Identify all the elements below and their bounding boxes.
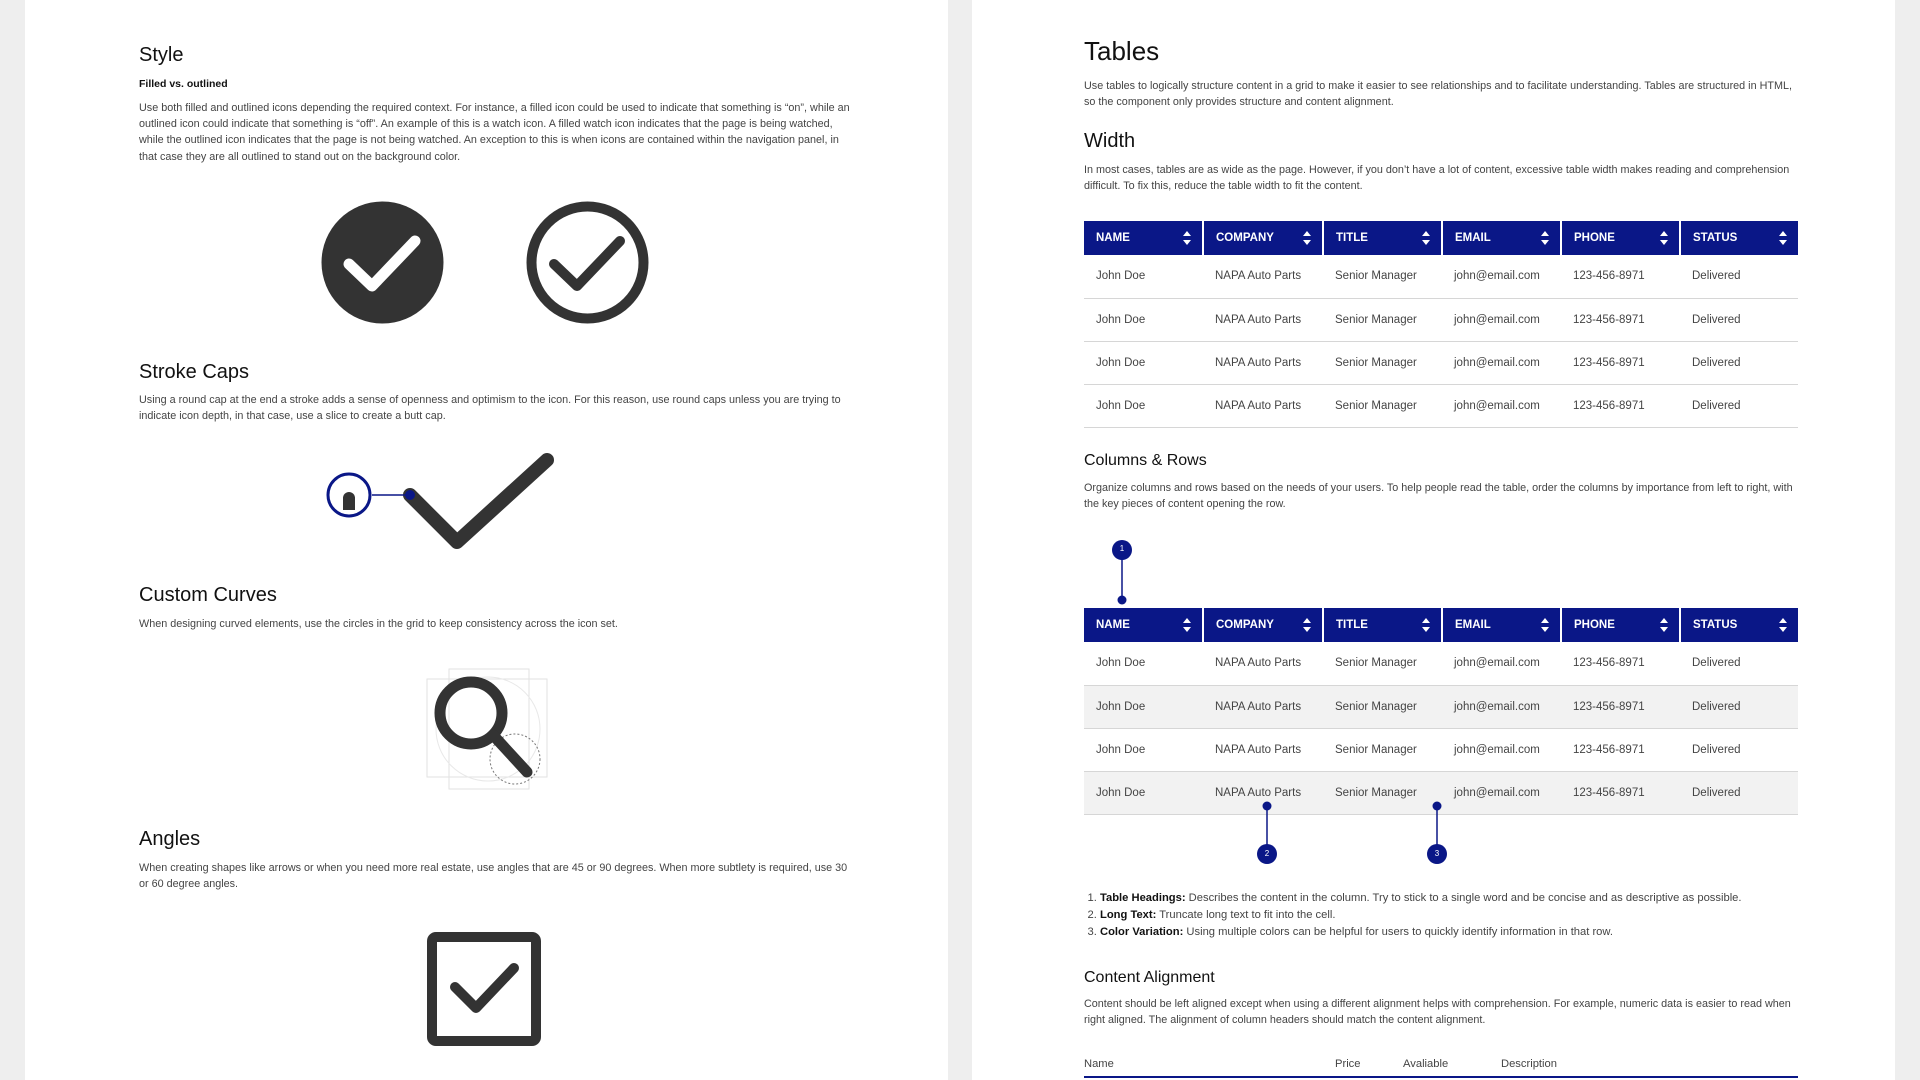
table-cell: Delivered (1680, 384, 1798, 427)
table-cell: John Doe (1084, 384, 1203, 427)
stroke-caps-body: Using a round cap at the end a stroke adds a sense of openness and optimism to the icon. For this reason, use round caps unless you are trying to indicate icon depth, in that case, use a slice to create a butt cap. (139, 394, 841, 423)
table-row (1084, 642, 1798, 685)
style-subheading: Filled vs. outlined (139, 78, 228, 90)
column-header-phone[interactable]: PHONE (1561, 221, 1680, 255)
check-circle-outlined-icon (525, 200, 650, 325)
table-cell: Senior Manager (1323, 728, 1442, 771)
column-header-name[interactable]: NAME (1084, 608, 1203, 642)
table-cell: NAPA Auto Parts (1203, 255, 1323, 298)
sort-icon[interactable] (1182, 617, 1192, 633)
table-cell: 123-456-8971 (1561, 685, 1680, 728)
table-header-row (1084, 221, 1798, 255)
table-cell: NAPA Auto Parts (1203, 642, 1323, 685)
search-icon (423, 665, 553, 795)
column-header-company[interactable]: COMPANY (1203, 608, 1323, 642)
table-cell: John Doe (1084, 642, 1203, 685)
marker-2-label: 2 (1264, 849, 1270, 858)
check-square-icon (427, 932, 541, 1046)
tables-heading: Tables (1084, 36, 1160, 66)
table-cell: john@email.com (1442, 341, 1561, 384)
sort-icon[interactable] (1778, 230, 1788, 246)
table-cell: 123-456-8971 (1561, 255, 1680, 298)
column-header-status[interactable]: STATUS (1680, 221, 1798, 255)
table-cell: Delivered (1680, 642, 1798, 685)
sort-icon[interactable] (1540, 617, 1550, 633)
table-cell: Delivered (1680, 728, 1798, 771)
table-cell: john@email.com (1442, 298, 1561, 341)
table-cell: Senior Manager (1323, 685, 1442, 728)
table-cell: john@email.com (1442, 771, 1561, 814)
alignment-divider (1084, 1076, 1798, 1078)
table-cell: Senior Manager (1323, 384, 1442, 427)
sort-icon[interactable] (1302, 617, 1312, 633)
left-page (25, 0, 948, 1080)
note-item: 1. Table Headings: Describes the content in the column. Try to stick to a single word and be concise and as descriptive as possible. (1100, 890, 1824, 907)
width-body: In most cases, tables are as wide as the page. However, if you don’t have a lot of content, excessive table width makes reading and comprehension difficult. To fix this, reduce the table width to fit the content. (1084, 164, 1790, 193)
width-example-table (1084, 221, 1798, 428)
columns-rows-example-table (1084, 608, 1798, 815)
columns-rows-heading: Columns & Rows (1084, 452, 1207, 469)
table-cell: John Doe (1084, 771, 1203, 814)
table-cell: Delivered (1680, 341, 1798, 384)
table-row (1084, 341, 1798, 384)
marker-3-label: 3 (1434, 849, 1440, 858)
table-row (1084, 298, 1798, 341)
numbered-notes (1084, 890, 1824, 941)
table-cell: 123-456-8971 (1561, 728, 1680, 771)
note-item: 2. Long Text: Truncate long text to fit into the cell. (1100, 907, 1824, 924)
table-cell: Senior Manager (1323, 642, 1442, 685)
table-cell: john@email.com (1442, 728, 1561, 771)
right-page (972, 0, 1895, 1080)
column-header-name[interactable]: NAME (1084, 221, 1203, 255)
sort-icon[interactable] (1778, 617, 1788, 633)
table-cell: John Doe (1084, 341, 1203, 384)
check-circle-filled-icon (320, 200, 445, 325)
sort-icon[interactable] (1540, 230, 1550, 246)
columns-rows-body: Organize columns and rows based on the needs of your users. To help people read the table, order the columns by importance from left to right, with the key pieces of content opening the row. (1084, 482, 1793, 511)
table-cell: john@email.com (1442, 255, 1561, 298)
table-cell: Delivered (1680, 685, 1798, 728)
alignment-header-available: Avaliable (1403, 1058, 1449, 1070)
style-heading: Style (139, 44, 184, 66)
angles-body: When creating shapes like arrows or when you need more real estate, use angles that are 45 or 90 degrees. When more subtlety is required, use 30 or 60 degree angles. (139, 862, 848, 891)
alignment-header-name: Name (1084, 1058, 1114, 1070)
sort-icon[interactable] (1182, 230, 1192, 246)
table-cell: NAPA Auto Parts (1203, 685, 1323, 728)
content-alignment-body: Content should be left aligned except when using a different alignment helps with comprehension. For example, numeric data is easier to read when right aligned. The alignment of column headers should match the content alignment. (1084, 998, 1791, 1027)
marker-1-label: 1 (1119, 544, 1125, 553)
sort-icon[interactable] (1421, 617, 1431, 633)
width-heading: Width (1084, 130, 1136, 152)
table-cell: Delivered (1680, 255, 1798, 298)
table-cell: John Doe (1084, 685, 1203, 728)
table-cell: John Doe (1084, 255, 1203, 298)
table-row (1084, 255, 1798, 298)
note-item: 3. Color Variation: Using multiple colors can be helpful for users to quickly identify information in that row. (1100, 924, 1824, 941)
table-cell: 123-456-8971 (1561, 642, 1680, 685)
table-cell: Senior Manager (1323, 341, 1442, 384)
table-row (1084, 728, 1798, 771)
table-cell: Senior Manager (1323, 298, 1442, 341)
content-alignment-heading: Content Alignment (1084, 969, 1215, 986)
table-row (1084, 685, 1798, 728)
column-header-email[interactable]: EMAIL (1442, 221, 1561, 255)
sort-icon[interactable] (1659, 230, 1669, 246)
stroke-caps-heading: Stroke Caps (139, 361, 250, 383)
table-cell: 123-456-8971 (1561, 298, 1680, 341)
table-cell: john@email.com (1442, 384, 1561, 427)
table-header-row (1084, 608, 1798, 642)
style-body: Use both filled and outlined icons depending the required context. For instance, a filled icon could be used to indicate that something is “on”, while an outlined icon could indicate that something is “off”. An example of this is a watch icon. A filled watch icon indicates that the page is being watched, while the outlined icon indicates that the page is not being watched. An exception to this is when icons are contained within the navigation panel, in that case they are all outlined to stand out on the background color. (139, 102, 850, 163)
tables-body: Use tables to logically structure content in a grid to make it easier to see relationships and to facilitate understanding. Tables are structured in HTML, so the component only provides structure and content alignment. (1084, 80, 1792, 109)
table-cell: NAPA Auto Parts (1203, 341, 1323, 384)
alignment-header-price: Price (1335, 1058, 1361, 1070)
table-cell: 123-456-8971 (1561, 341, 1680, 384)
table-cell: 123-456-8971 (1561, 771, 1680, 814)
column-header-status[interactable]: STATUS (1680, 608, 1798, 642)
table-cell: NAPA Auto Parts (1203, 728, 1323, 771)
sort-icon[interactable] (1302, 230, 1312, 246)
sort-icon[interactable] (1659, 617, 1669, 633)
table-row (1084, 384, 1798, 427)
custom-curves-body: When designing curved elements, use the circles in the grid to keep consistency across the icon set. (139, 618, 618, 630)
table-cell: NAPA Auto Parts (1203, 771, 1323, 814)
table-cell: NAPA Auto Parts (1203, 298, 1323, 341)
column-header-title[interactable]: TITLE (1323, 608, 1442, 642)
column-header-title[interactable]: TITLE (1323, 221, 1442, 255)
table-cell: john@email.com (1442, 685, 1561, 728)
table-cell: john@email.com (1442, 642, 1561, 685)
table-cell: Senior Manager (1323, 255, 1442, 298)
checkmark-round-cap-icon (325, 450, 585, 560)
table-cell: John Doe (1084, 298, 1203, 341)
sort-icon[interactable] (1421, 230, 1431, 246)
angles-heading: Angles (139, 828, 201, 850)
column-header-company[interactable]: COMPANY (1203, 221, 1323, 255)
table-cell: NAPA Auto Parts (1203, 384, 1323, 427)
table-cell: Senior Manager (1323, 771, 1442, 814)
table-cell: Delivered (1680, 298, 1798, 341)
alignment-header-description: Description (1501, 1058, 1557, 1070)
custom-curves-heading: Custom Curves (139, 584, 277, 606)
column-header-email[interactable]: EMAIL (1442, 608, 1561, 642)
table-cell: Delivered (1680, 771, 1798, 814)
column-header-phone[interactable]: PHONE (1561, 608, 1680, 642)
table-cell: 123-456-8971 (1561, 384, 1680, 427)
table-cell: John Doe (1084, 728, 1203, 771)
